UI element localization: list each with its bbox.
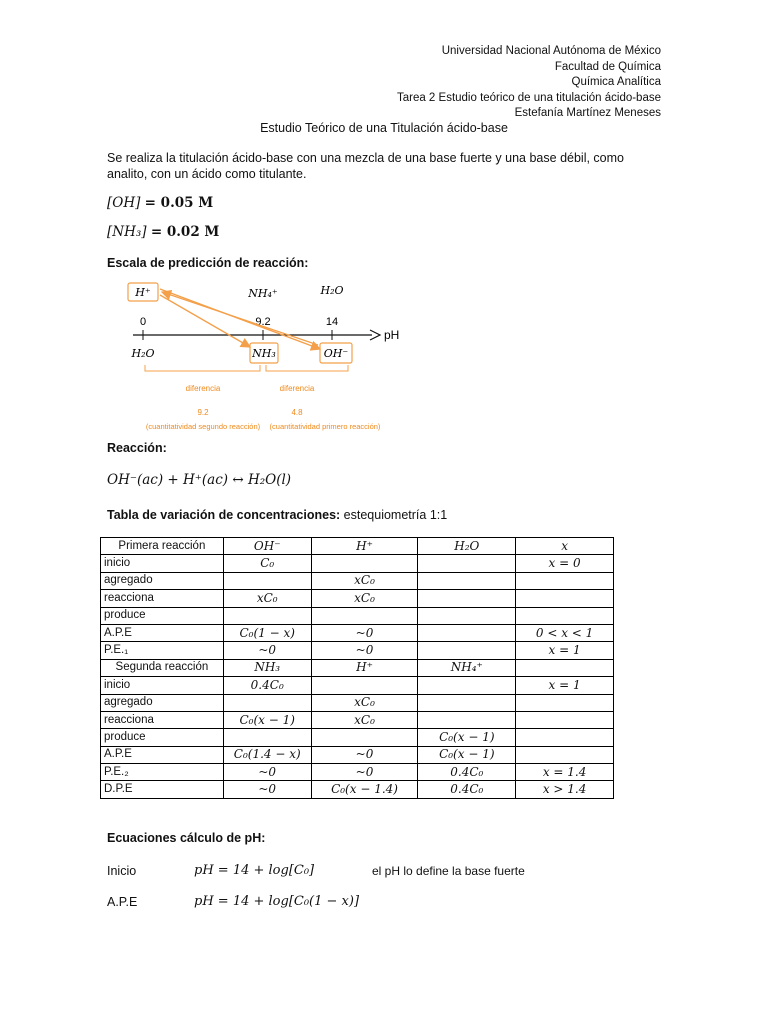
top-species-h-plus: H⁺ (135, 286, 151, 299)
intro-paragraph: Se realiza la titulación ácido-base con una mezcla de una base fuerte y una base débil, como analito, con un ácido como titulante. (107, 151, 624, 181)
table-cell: H⁺ (311, 659, 418, 676)
ph-axis-label: pH (384, 328, 400, 342)
table-cell (516, 659, 614, 676)
table-cell: C₀(x − 1) (418, 746, 516, 763)
table-row (101, 624, 614, 641)
table-cell: C₀(x − 1.4) (311, 781, 418, 798)
table-cell: xC₀ (311, 711, 418, 728)
table-heading-note: estequiometría 1:1 (343, 508, 448, 522)
table-cell: 0.4C₀ (418, 764, 516, 781)
header-assignment: Tarea 2 Estudio teórico de una titulación ácido-base (396, 91, 661, 104)
brace-diff-2 (266, 365, 348, 371)
table-row-label: inicio (101, 555, 224, 572)
arrow-h-to-nh3 (160, 295, 250, 347)
table-cell: ~0 (223, 781, 311, 798)
table-cell (516, 729, 614, 746)
table-row-label: Primera reacción (101, 538, 224, 555)
scale-heading: Escala de predicción de reacción: (107, 256, 309, 270)
table-row (101, 746, 614, 763)
header-author: Estefanía Martínez Meneses (514, 107, 661, 120)
table-cell (516, 694, 614, 711)
ph-row-ape-label: A.P.E (107, 895, 138, 909)
table-cell: x (516, 538, 614, 555)
table-row-label: P.E.₂ (101, 764, 224, 781)
table-cell (223, 729, 311, 746)
table-cell: ~0 (223, 642, 311, 659)
table-cell: xC₀ (311, 694, 418, 711)
table-cell (311, 677, 418, 694)
table-cell (418, 694, 516, 711)
table-row (101, 694, 614, 711)
tick-label-9-2: 9.2 (255, 316, 271, 328)
table-cell: ~0 (311, 746, 418, 763)
table-row (101, 642, 614, 659)
table-row (101, 729, 614, 746)
table-cell (418, 590, 516, 607)
top-species-h2o: H₂O (320, 284, 344, 297)
table-cell (516, 590, 614, 607)
table-row-label: Segunda reacción (101, 659, 224, 676)
table-row (101, 538, 614, 555)
table-row-label: inicio (101, 677, 224, 694)
table-cell: H⁺ (311, 538, 418, 555)
table-cell (516, 607, 614, 624)
table-cell: H₂O (418, 538, 516, 555)
table-cell (311, 555, 418, 572)
table-row (101, 764, 614, 781)
ph-row-inicio-equation: pH = 14 + log[C₀] (194, 863, 315, 878)
table-row-label: reacciona (101, 711, 224, 728)
table-cell (418, 607, 516, 624)
table-cell: ~0 (223, 764, 311, 781)
table-row-label: agregado (101, 572, 224, 589)
table-cell (418, 642, 516, 659)
reaction-prediction-scale (100, 275, 420, 440)
header-course: Química Analítica (571, 76, 661, 89)
table-cell: ~0 (311, 764, 418, 781)
top-species-nh4: NH₄⁺ (248, 287, 278, 300)
table-row-label: agregado (101, 694, 224, 711)
table-cell (311, 729, 418, 746)
nh3-concentration (107, 224, 219, 240)
diff2-label: diferencia (279, 384, 315, 393)
oh-species: [OH] (107, 195, 141, 211)
bottom-species-oh-minus: OH⁻ (323, 347, 349, 360)
brace-diff-1 (145, 365, 260, 371)
table-cell: x = 0 (516, 555, 614, 572)
table-row (101, 590, 614, 607)
ph-row-ape-equation: pH = 14 + log[C₀(1 − x)] (194, 894, 360, 909)
table-row-label: D.P.E (101, 781, 224, 798)
table-heading (107, 508, 447, 522)
table-cell: ~0 (311, 624, 418, 641)
document-title: Estudio Teórico de una Titulación ácido-base (260, 121, 508, 135)
table-row (101, 572, 614, 589)
table-cell: 0 < x < 1 (516, 624, 614, 641)
oh-value: = 0.05 M (144, 195, 214, 211)
table-heading-label: Tabla de variación de concentraciones: (107, 508, 341, 522)
reaction-heading: Reacción: (107, 441, 167, 455)
table-cell (223, 607, 311, 624)
table-row-label: reacciona (101, 590, 224, 607)
table-row-label: A.P.E (101, 624, 224, 641)
table-cell (418, 572, 516, 589)
nh3-value: = 0.02 M (150, 224, 220, 240)
nh3-species: [NH₃] (107, 224, 147, 240)
diff1-label: diferencia (185, 384, 221, 393)
table-row (101, 607, 614, 624)
table-cell: C₀(x − 1) (418, 729, 516, 746)
table-cell: x = 1 (516, 642, 614, 659)
table-row (101, 555, 614, 572)
table-cell (516, 746, 614, 763)
table-cell: C₀(x − 1) (223, 711, 311, 728)
table-cell: xC₀ (223, 590, 311, 607)
ph-heading: Ecuaciones cálculo de pH: (107, 831, 266, 845)
ph-row-inicio-note: el pH lo define la base fuerte (372, 864, 525, 878)
table-cell (418, 711, 516, 728)
table-row (101, 711, 614, 728)
header-faculty: Facultad de Química (554, 60, 661, 73)
table-cell: C₀(1 − x) (223, 624, 311, 641)
table-cell (311, 607, 418, 624)
table-cell: xC₀ (311, 590, 418, 607)
table-row-label: produce (101, 729, 224, 746)
diff1-note: (cuantitatividad segundo reacción) (145, 422, 261, 431)
diff2-note: (cuantitatividad primero reacción) (269, 422, 381, 431)
table-row-label: produce (101, 607, 224, 624)
table-cell: 0.4C₀ (223, 677, 311, 694)
table-row (101, 659, 614, 676)
table-cell: 0.4C₀ (418, 781, 516, 798)
table-row (101, 781, 614, 798)
concentration-table (100, 537, 614, 799)
table-cell: x = 1 (516, 677, 614, 694)
table-cell: xC₀ (311, 572, 418, 589)
diff2-value: 4.8 (291, 408, 303, 417)
header-university: Universidad Nacional Autónoma de México (441, 45, 661, 57)
oh-concentration (107, 195, 213, 211)
table-cell: NH₄⁺ (418, 659, 516, 676)
diff1-value: 9.2 (197, 408, 209, 417)
table-cell: x > 1.4 (516, 781, 614, 798)
tick-label-14: 14 (325, 316, 339, 328)
table-cell (223, 572, 311, 589)
table-cell (516, 711, 614, 728)
table-cell: ~0 (311, 642, 418, 659)
table-row-label: A.P.E (101, 746, 224, 763)
tick-label-0: 0 (139, 316, 147, 328)
table-cell: NH₃ (223, 659, 311, 676)
table-cell (223, 694, 311, 711)
table-cell (516, 572, 614, 589)
table-row-label: P.E.₁ (101, 642, 224, 659)
table-cell: OH⁻ (223, 538, 311, 555)
bottom-species-h2o: H₂O (131, 347, 155, 360)
table-cell (418, 677, 516, 694)
table-cell (418, 624, 516, 641)
bottom-species-nh3: NH₃ (252, 347, 276, 360)
table-cell: C₀(1.4 − x) (223, 746, 311, 763)
arrow-oh-to-h (162, 292, 318, 345)
table-cell: C₀ (223, 555, 311, 572)
ph-row-inicio-label: Inicio (107, 864, 137, 878)
reaction-equation: OH⁻(ac) + H⁺(ac) ↔ H₂O(l) (107, 472, 292, 488)
table-row (101, 677, 614, 694)
table-cell (418, 555, 516, 572)
table-cell: x = 1.4 (516, 764, 614, 781)
document-header (397, 44, 661, 122)
